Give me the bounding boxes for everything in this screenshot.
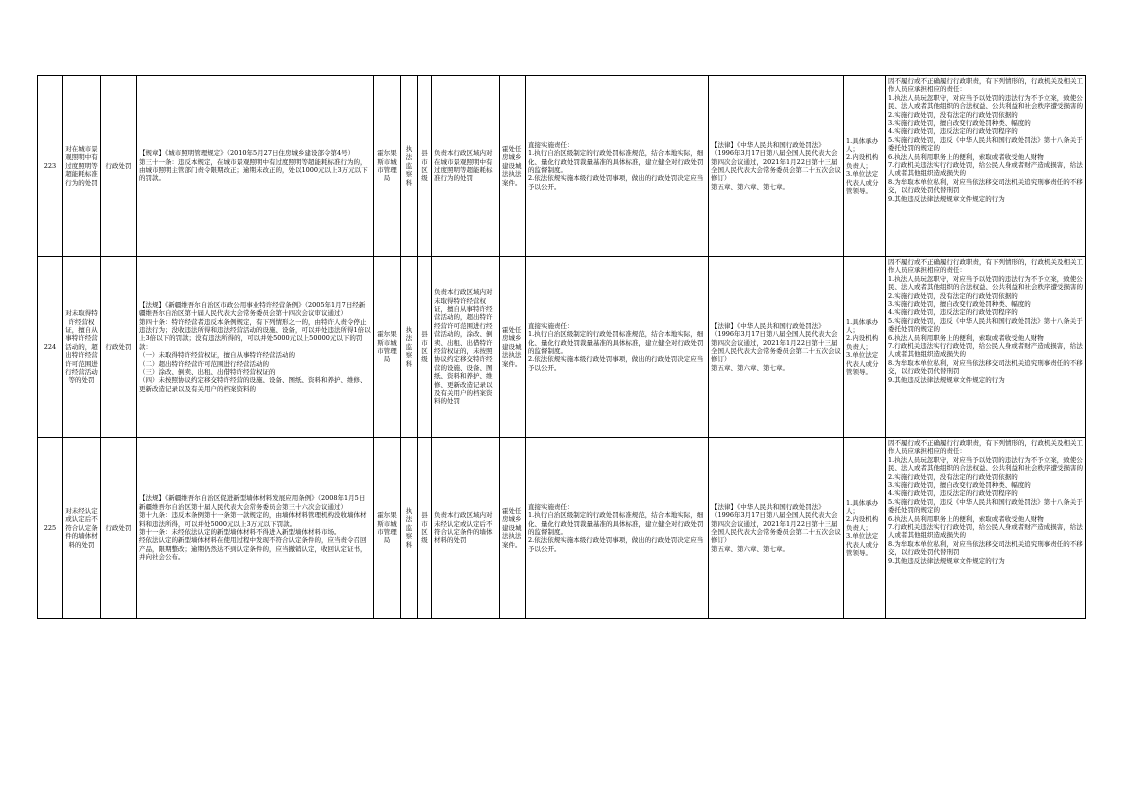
implementation-responsibility: 直接实施责任： 1.执行自治区级制定的行政处罚标准规范，结合本地实际，细化、量化行政处罚裁量基准的具体标准，建立健全对行政处罚的监督制度。 2.依法依规实施本级行政处罚事项，做出的行政处罚决定应当予以公开。 — [526, 257, 709, 438]
row-number: 225 — [38, 438, 63, 619]
enforcement-department: 霍处任房城乡建设城法执法案件。 — [500, 257, 526, 438]
accountability-conditions: 因不履行或不正确履行行政职责，有下列情形的，行政机关及相关工作人员应承担相应的责任： 1.执法人员玩忽职守，对应当予以处罚的违法行为不予立案，致使公民、法人或者其他组织的合法权益、公共利益和社会秩序遭受损害的 2.实施行政处罚，没有法定的行政处罚依据的 3.实施行政处罚，擅自改变行政处罚种类、幅度的 4.实施行政处罚，违反法定的行政处罚程序的 5.实施行政处罚，违反《中华人民共和国行政处罚法》第十八条关于委托处罚的规定的 6.执法人员利用职务上的便利，索取或者收受他人财物 7.行政机关违法实行行政处罚，给公民人身或者财产造成损害，给法人或者其他组织造成损失的 8.为牟取本单位私利，对应当依法移交司法机关追究刑事责任的不移交，以行政处罚代替刑罚 9.其他违反法律法规规章文件规定的行为 — [886, 438, 1086, 619]
exercise-level: 县市区级 — [418, 438, 432, 619]
responsible-persons: 1.具体承办人； 2.内设机构负责人； 3.单位法定代表人或分管领导。 — [844, 257, 886, 438]
enforcement-department: 霍处任房城乡建设城法执法案件。 — [500, 76, 526, 257]
item-name: 对未取得特许经营权证，擅自从事特许经营活动的，超出特许经营许可范围进行经营活动等的处罚 — [63, 257, 101, 438]
legal-basis: 【法规】《新疆维吾尔自治区促进新型墙体材料发展应用条例》（2008年1月5日新疆维吾尔自治区第十届人民代表大会常务委员会第三十六次会议通过） 第十九条：违反本条例第十一条第一款规定的，由墙体材料管理机构没收墙体材料和违法所得，可以并处5000元以上3万元以下罚款。 第十一条：未经依法认定的新型墙体材料不得进入新型墙体材料市场。 经依法认定的新型墙体材料在使用过程中发现不符合认定条件的，应当责令召回产品，限期整改；逾期仍然达不到认定条件的，应当撤销认定，收回认定证书，并向社会公布。 — [137, 438, 374, 619]
legal-basis: 【规章】《城市照明管理规定》（2010年5月27日住房城乡建设部令第4号） 第三十一条：违反本规定，在城市景观照明中有过度照明等超能耗标准行为的，由城市照明主管部门责令限期改正；逾期未改正的，处以1000元以上3万元以下的罚款。 — [137, 76, 374, 257]
implementing-organization: 霍尔果斯市城市管理局 — [374, 438, 401, 619]
table-row — [38, 438, 1086, 619]
responsibility-scope: 负责本行政区域内对在城市景观照明中有过度照明等超能耗标准行为的处罚 — [432, 76, 500, 257]
table-row — [38, 257, 1086, 438]
exercise-level: 县市区级 — [418, 76, 432, 257]
implementation-responsibility: 直接实施责任： 1.执行自治区级制定的行政处罚标准规范，结合本地实际，细化、量化行政处罚裁量基准的具体标准，建立健全对行政处罚的监督制度。 2.依法依规实施本级行政处罚事项，做出的行政处罚决定应当予以公开。 — [526, 438, 709, 619]
accountability-conditions: 因不履行或不正确履行行政职责，有下列情形的，行政机关及相关工作人员应承担相应的责任： 1.执法人员玩忽职守，对应当予以处罚的违法行为不予立案，致使公民、法人或者其他组织的合法权益、公共利益和社会秩序遭受损害的 2.实施行政处罚，没有法定的行政处罚依据的 3.实施行政处罚，擅自改变行政处罚种类、幅度的 4.实施行政处罚，违反法定的行政处罚程序的 5.实施行政处罚，违反《中华人民共和国行政处罚法》第十八条关于委托处罚的规定的 6.执法人员利用职务上的便利，索取或者收受他人财物 7.行政机关违法实行行政处罚，给公民人身或者财产造成损害，给法人或者其他组织造成损失的 8.为牟取本单位私利，对应当依法移交司法机关追究刑事责任的不移交，以行政处罚代替刑罚 9.其他违反法律法规规章文件规定的行为 — [886, 257, 1086, 438]
implementing-subject: 执法监察科 — [401, 438, 418, 619]
item-name: 对在城市景观照明中有过度照明等超能耗标准行为的处罚 — [63, 76, 101, 257]
item-type: 行政处罚 — [101, 76, 137, 257]
responsible-persons: 1.具体承办人； 2.内设机构负责人； 3.单位法定代表人或分管领导。 — [844, 438, 886, 619]
item-type: 行政处罚 — [101, 257, 137, 438]
table-row — [38, 76, 1086, 257]
responsibility-law: 【法律】《中华人民共和国行政处罚法》（1996年3月17日第八届全国人民代表大会第四次会议通过，2021年1月22日第十三届全国人民代表大会常务委员会第二十五次会议修订） 第五章、第六章、第七章。 — [709, 257, 844, 438]
responsibility-law: 【法律】《中华人民共和国行政处罚法》（1996年3月17日第八届全国人民代表大会第四次会议通过，2021年1月22日第十三届全国人民代表大会常务委员会第二十五次会议修订） 第五章、第六章、第七章。 — [709, 438, 844, 619]
responsibility-scope: 负责本行政区域内对未经认定或认定后不符合认定条件的墙体材料的处罚 — [432, 438, 500, 619]
implementing-subject: 执法监察科 — [401, 76, 418, 257]
item-name: 对未经认定或认定后不符合认定条件的墙体材料的处罚 — [63, 438, 101, 619]
responsibility-scope: 负责本行政区域内对未取得特许经营权证，擅自从事特许经营活动的，超出特许经营许可范围进行经营活动的，涂改、倒卖、出租、出借特许经营权证的，未按照协议约定移交特许经营的设施、设备、图纸、资料和养护、维修、更新改造记录以及有关用户的档案资料的处罚 — [432, 257, 500, 438]
enforcement-department: 霍处任房城乡建设城法执法案件。 — [500, 438, 526, 619]
legal-basis: 【法规】《新疆维吾尔自治区市政公用事业特许经营条例》（2005年1月7日经新疆维吾尔自治区第十届人民代表大会常务委员会第十四次会议审议通过） 第四十条：特许经营者违反本条例规定，有下列情形之一的，由特许人责令停止违法行为；没收违法所得和违法经营活动的设施、设备，可以并处违法所得1倍以上3倍以下的罚款；没有违法所得的，可以并处5000元以上50000元以下的罚款： （一）未取得特许经营权证，擅自从事特许经营活动的 （二）超出特许经营许可范围进行经营活动的 （三）涂改、倒卖、出租、出借特许经营权证的 （四）未按照协议约定移交特许经营的设施、设备、图纸、资料和养护、维修、更新改造记录以及有关用户的档案资料的 — [137, 257, 374, 438]
implementing-organization: 霍尔果斯市城市管理局 — [374, 257, 401, 438]
row-number: 224 — [38, 257, 63, 438]
responsible-persons: 1.具体承办人； 2.内设机构负责人； 3.单位法定代表人或分管领导。 — [844, 76, 886, 257]
responsibility-law: 【法律】《中华人民共和国行政处罚法》（1996年3月17日第八届全国人民代表大会第四次会议通过，2021年1月22日第十三届全国人民代表大会常务委员会第二十五次会议修订） 第五章、第六章、第七章。 — [709, 76, 844, 257]
implementation-responsibility: 直接实施责任： 1.执行自治区级制定的行政处罚标准规范，结合本地实际，细化、量化行政处罚裁量基准的具体标准，建立健全对行政处罚的监督制度。 2.依法依规实施本级行政处罚事项，做出的行政处罚决定应当予以公开。 — [526, 76, 709, 257]
row-number: 223 — [38, 76, 63, 257]
accountability-conditions: 因不履行或不正确履行行政职责，有下列情形的，行政机关及相关工作人员应承担相应的责任： 1.执法人员玩忽职守，对应当予以处罚的违法行为不予立案，致使公民、法人或者其他组织的合法权益、公共利益和社会秩序遭受损害的 2.实施行政处罚，没有法定的行政处罚依据的 3.实施行政处罚，擅自改变行政处罚种类、幅度的 4.实施行政处罚，违反法定的行政处罚程序的 5.实施行政处罚，违反《中华人民共和国行政处罚法》第十八条关于委托处罚的规定的 6.执法人员利用职务上的便利，索取或者收受他人财物 7.行政机关违法实行行政处罚，给公民人身或者财产造成损害，给法人或者其他组织造成损失的 8.为牟取本单位私利，对应当依法移交司法机关追究刑事责任的不移交，以行政处罚代替刑罚 9.其他违反法律法规规章文件规定的行为 — [886, 76, 1086, 257]
implementing-organization: 霍尔果斯市城市管理局 — [374, 76, 401, 257]
implementing-subject: 执法监察科 — [401, 257, 418, 438]
item-type: 行政处罚 — [101, 438, 137, 619]
responsibility-table — [37, 75, 1086, 619]
exercise-level: 县市区级 — [418, 257, 432, 438]
